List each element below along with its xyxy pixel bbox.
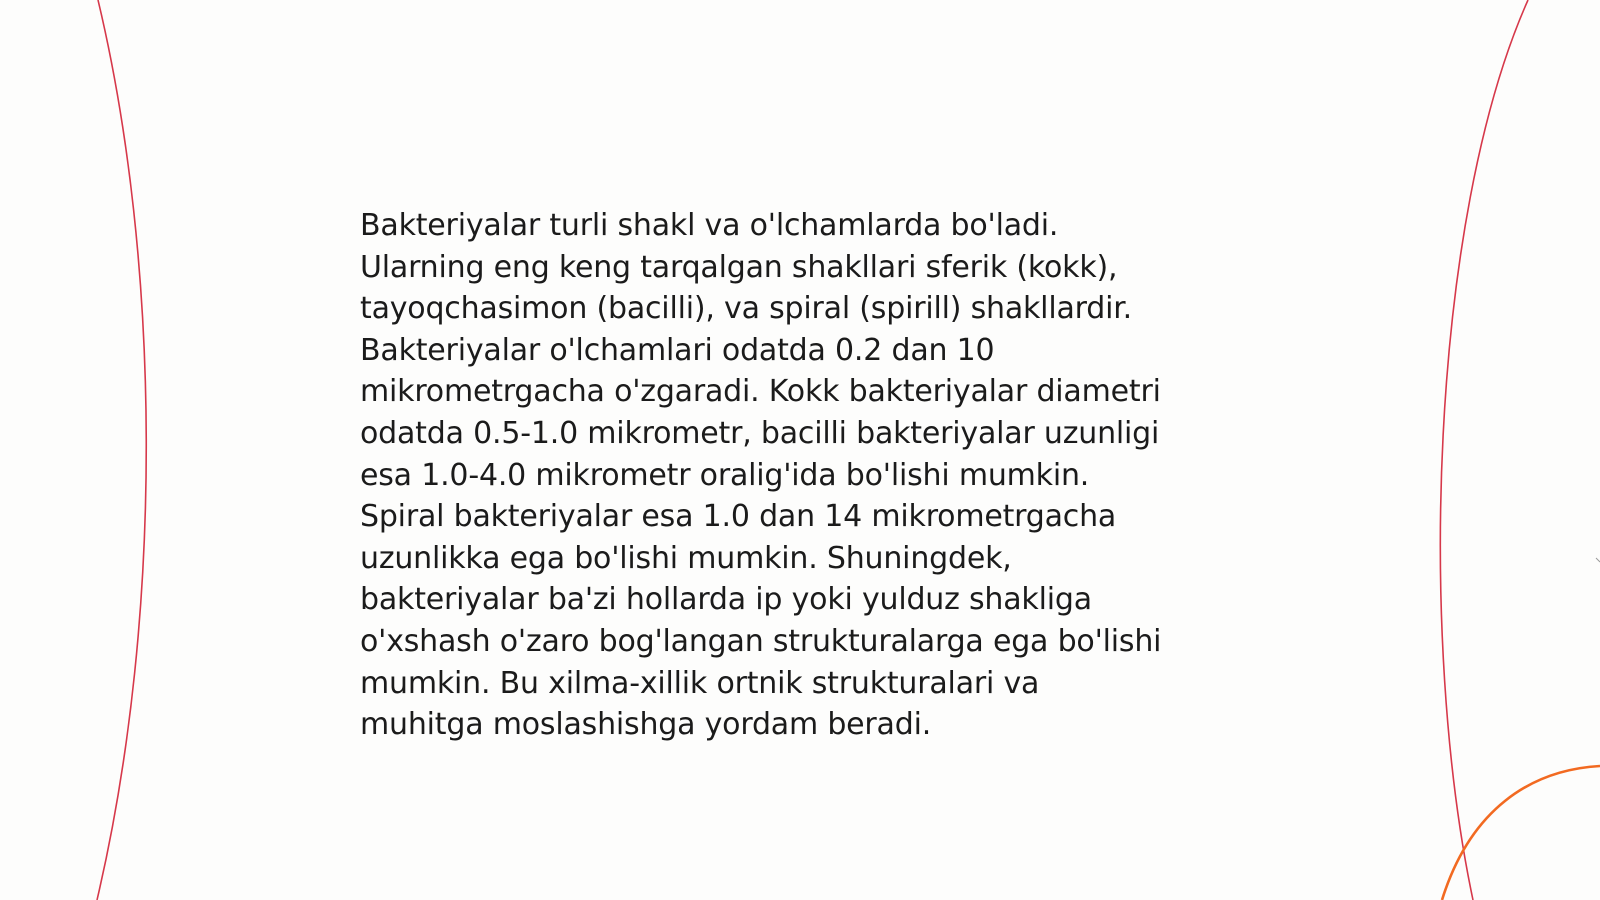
body-line: uzunlikka ega bo'lishi mumkin. Shuningdek, xyxy=(360,540,1012,576)
body-line: bakteriyalar ba'zi hollarda ip yoki yulduz shakliga xyxy=(360,582,1092,618)
left-decorative-curve xyxy=(97,0,146,900)
body-line: odatda 0.5-1.0 mikrometr, bacilli bakteriyalar uzunligi xyxy=(360,415,1160,451)
body-line: mikrometrgacha o'zgaradi. Kokk bakteriyalar diametri xyxy=(360,374,1161,410)
body-line: tayoqchasimon (bacilli), va spiral (spirill) shakllardir. xyxy=(360,291,1132,327)
body-line: Bakteriyalar o'lchamlari odatda 0.2 dan 10 xyxy=(360,332,995,368)
body-line: Spiral bakteriyalar esa 1.0 dan 14 mikrometrgacha xyxy=(360,499,1117,535)
body-line: muhitga moslashishga yordam beradi. xyxy=(360,707,932,743)
body-line: esa 1.0-4.0 mikrometr oralig'ida bo'lishi mumkin. xyxy=(360,457,1090,493)
body-line: Ularning eng keng tarqalgan shakllari sferik (kokk), xyxy=(360,249,1118,285)
body-line: mumkin. Bu xilma-xillik ortnik strukturalari va xyxy=(360,665,1040,701)
body-line: o'xshash o'zaro bog'langan strukturalarga ega bo'lishi xyxy=(360,623,1162,659)
right-edge-tick xyxy=(1596,558,1600,562)
body-paragraph xyxy=(360,205,1240,746)
orange-corner-arc xyxy=(1442,766,1600,900)
body-line: Bakteriyalar turli shakl va o'lchamlarda bo'ladi. xyxy=(360,208,1059,243)
right-decorative-curve xyxy=(1440,0,1528,900)
